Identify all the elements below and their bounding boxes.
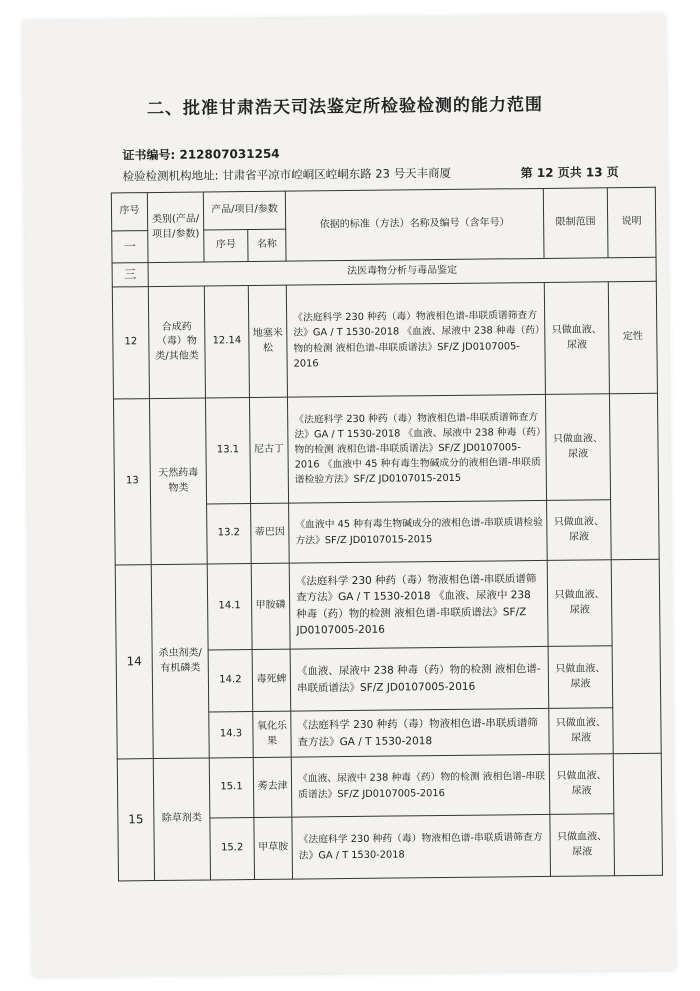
item-note — [613, 753, 662, 875]
item-standard: 《法庭科学 230 种药（毒）物液相色谱-串联质谱筛查方法》GA / T 1530-2018 《血液、尿液中 238 种毒（药）物的检测 液相色谱-串联质谱法》SF/Z JD0107005-2016 《血液中 45 种有毒生物碱成分的液相色谱-串联质谱检验方法》SF/Z JD0107015-2015 — [287, 394, 546, 503]
item-seq: 14.3 — [209, 712, 253, 758]
item-limit: 只做血液、尿液 — [549, 708, 613, 755]
table-row — [117, 753, 662, 819]
item-name: 甲胺磷 — [251, 563, 290, 649]
document-page — [23, 15, 675, 977]
header-category: 类别(产品/项目/参数) — [147, 192, 204, 263]
header-standard: 依据的标准（方法）名称及编号（含年号） — [285, 188, 544, 261]
item-name: 蒂巴因 — [251, 503, 290, 563]
header-sub-seq: 序号 — [204, 230, 248, 262]
item-standard: 《法庭科学 230 种药（毒）物液相色谱-串联质谱筛查方法》GA / T 1530-2018 《血液、尿液中 238 种毒（药）物的检测 液相色谱-串联质谱法》SF/Z JD0107005-2016 — [289, 560, 548, 649]
item-seq: 15.2 — [210, 818, 255, 880]
cert-label: 证书编号: — [122, 147, 176, 163]
item-limit: 只做血液、尿液 — [544, 282, 609, 395]
address-line — [122, 165, 619, 184]
row-category: 除草剂类 — [153, 758, 210, 881]
page-number: 第 12 页共 13 页 — [520, 165, 619, 181]
item-name: 地塞米松 — [248, 285, 287, 397]
item-seq: 12.14 — [204, 286, 249, 398]
table-row — [113, 393, 658, 505]
item-limit: 只做血液、尿液 — [547, 560, 612, 647]
item-seq: 14.2 — [208, 650, 253, 712]
address-value: 甘肃省平凉市崆峒区崆峒东路 23 号天丰商厦 — [222, 165, 452, 183]
item-limit: 只做血液、尿液 — [548, 646, 613, 709]
header-limit: 限制范围 — [543, 188, 608, 259]
item-limit: 只做血液、尿液 — [545, 394, 610, 501]
row-number: 12 — [112, 287, 149, 399]
item-limit: 只做血液、尿液 — [549, 754, 614, 815]
item-standard: 《法庭科学 230 种药（毒）物液相色谱-串联质谱筛查方法》GA / T 1530-2018 — [292, 814, 551, 879]
row-number: 15 — [117, 759, 154, 881]
item-name: 甲草胺 — [254, 817, 293, 879]
row-category: 杀虫剂类/有机磷类 — [151, 564, 209, 759]
section-title: 法医毒物分析与毒品鉴定 — [148, 257, 656, 286]
item-name: 毒死蜱 — [252, 649, 291, 711]
item-name: 莠去津 — [253, 757, 292, 817]
item-note: 定性 — [608, 281, 657, 393]
table-row — [115, 559, 660, 651]
item-note — [609, 393, 659, 559]
item-standard: 《血液、尿液中 238 种毒（药）物的检测 液相色谱-串联质谱法》SF/Z JD0107005-2016 — [290, 646, 549, 711]
header-sub-name: 名称 — [248, 229, 286, 261]
page-title: 二、批准甘肃浩天司法鉴定所检验检测的能力范围 — [146, 94, 544, 120]
header-row — [111, 187, 655, 231]
item-standard: 《法庭科学 230 种药（毒）物液相色谱-串联质谱筛查方法》GA / T 1530-2018 — [291, 708, 549, 757]
item-standard: 《法庭科学 230 种药（毒）物液相色谱-串联质谱筛查方法》GA / T 1530-2018 《血液、尿液中 238 种毒（药）物的检测 液相色谱-串联质谱法》SF/Z JD0107005-2016 — [286, 282, 545, 397]
header-row-number: 一 — [112, 231, 148, 263]
section-number: 三 — [112, 263, 148, 287]
row-category: 合成药（毒）物类/其他类 — [148, 286, 205, 399]
item-limit: 只做血液、尿液 — [550, 814, 615, 877]
table-row — [112, 281, 657, 399]
header-seq: 序号 — [111, 193, 147, 231]
item-seq: 14.1 — [207, 564, 252, 650]
item-standard: 《血液中 45 种有毒生物碱成分的液相色谱-串联质谱检验方法》SF/Z JD0107015-2015 — [289, 500, 548, 563]
address-label: 检验检测机构地址: — [122, 168, 219, 184]
item-seq: 13.2 — [207, 504, 252, 564]
item-limit: 只做血液、尿液 — [547, 500, 612, 561]
cert-number: 212807031254 — [179, 146, 280, 162]
capability-table — [111, 187, 663, 882]
item-name: 氧化乐果 — [253, 711, 291, 757]
header-note: 说明 — [607, 187, 656, 257]
row-category: 天然药毒物类 — [149, 398, 207, 565]
item-seq: 13.1 — [205, 398, 250, 504]
item-seq: 15.1 — [209, 758, 254, 818]
certificate-line — [122, 145, 279, 164]
row-number: 13 — [113, 399, 151, 565]
item-name: 尼古丁 — [249, 397, 288, 503]
row-number: 14 — [115, 565, 153, 759]
item-standard: 《血液、尿液中 238 种毒（药）物的检测 液相色谱-串联质谱法》SF/Z JD0107005-2016 — [291, 754, 550, 817]
item-note — [611, 559, 661, 753]
header-product: 产品/项目/参数 — [203, 191, 285, 230]
